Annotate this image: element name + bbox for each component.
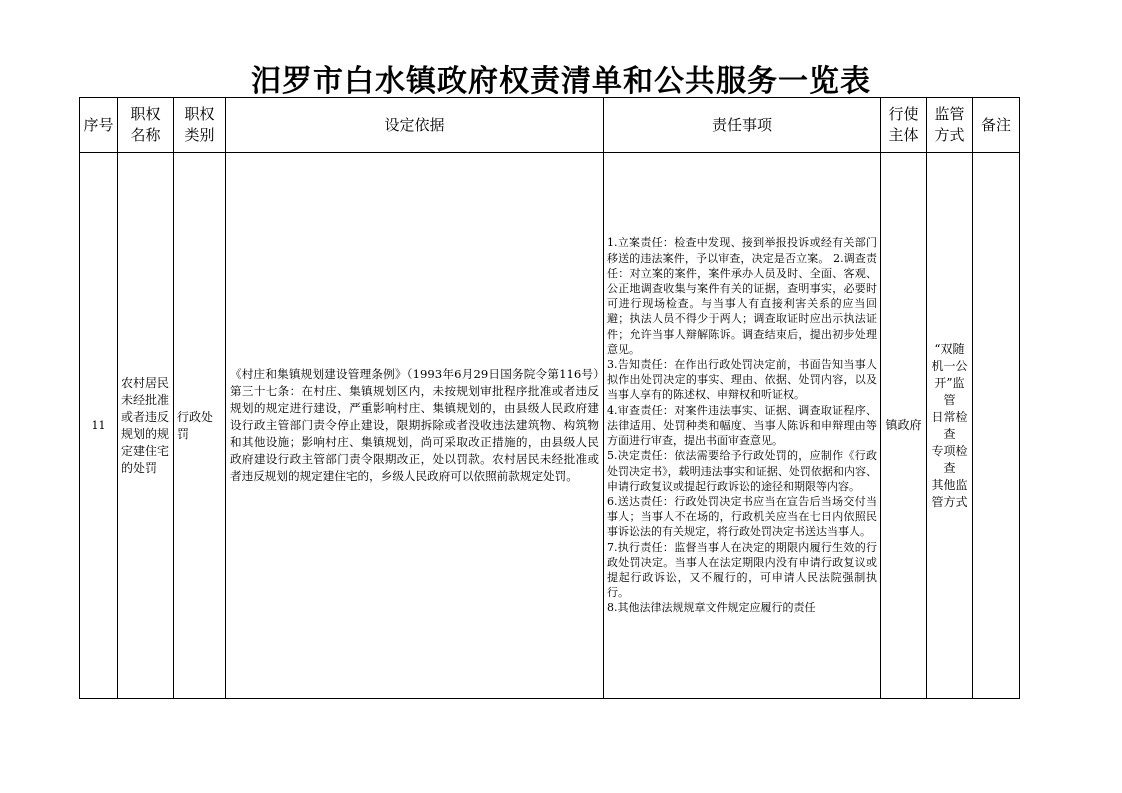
- header-subject: [881, 98, 927, 153]
- supervision-item: 专项检查: [931, 443, 968, 475]
- header-supervision: [927, 98, 973, 153]
- header-category-text: 职权类别: [184, 105, 215, 144]
- supervision-item: “双随机一公开”监管: [931, 341, 968, 407]
- cell-remark: [973, 153, 1020, 699]
- header-name-text: 职权名称: [130, 105, 161, 144]
- cell-name: 农村居民未经批准或者违反规划的规定建住宅的处罚: [118, 153, 174, 699]
- duty-item: 4.审查责任：对案件违法事实、证据、调查取证程序、法律适用、处罚种类和幅度、当事人陈诉和申辩理由等方面进行审查，提出书面审查意见。: [607, 403, 877, 448]
- header-basis: 设定依据: [226, 98, 604, 153]
- cell-basis: 《村庄和集镇规划建设管理条例》（1993年6月29日国务院令第116号）第三十七条：在村庄、集镇规划区内，未按规划审批程序批准或者违反规划的规定进行建设，严重影响村庄、集镇规划的，由县级人民政府建设行政主管部门责令停止建设，限期拆除或者没收违法建筑物、构筑物和其他设施；影响村庄、集镇规划，尚可采取改正措施的，由县级人民政府建设行政主管部门责令限期改正，处以罚款。农村居民未经批准或者违反规划的规定建住宅的，乡级人民政府可以依照前款规定处罚。: [226, 153, 604, 699]
- supervision-item: 其他监管方式: [931, 477, 968, 509]
- header-seq: 序号: [80, 98, 118, 153]
- header-remark: 备注: [973, 98, 1020, 153]
- header-duty: 责任事项: [604, 98, 881, 153]
- duty-item: 7.执行责任：监督当事人在决定的期限内履行生效的行政处罚决定。当事人在法定期限内没有申请行政复议或提起行政诉讼，又不履行的，可申请人民法院强制执行。: [607, 540, 877, 600]
- cell-subject: 镇政府: [881, 153, 927, 699]
- duty-item: 3.告知责任：在作出行政处罚决定前，书面告知当事人拟作出处罚决定的事实、理由、依据、处罚内容，以及当事人享有的陈述权、申辩权和听证权。: [607, 358, 877, 402]
- duty-item: 6.送达责任：行政处罚决定书应当在宣告后当场交付当事人；当事人不在场的，行政机关应当在七日内依照民事诉讼法的有关规定，将行政处罚决定书送达当事人。: [607, 494, 877, 539]
- header-category: [174, 98, 226, 153]
- duty-item: 8.其他法律法规规章文件规定应履行的责任: [607, 601, 816, 615]
- cell-category: 行政处罚: [174, 153, 226, 699]
- cell-supervision: [927, 153, 973, 699]
- table-row: [80, 153, 1020, 699]
- authority-table: [79, 97, 1020, 699]
- page-title: 汨罗市白水镇政府权责清单和公共服务一览表: [251, 64, 871, 99]
- supervision-item: 日常检查: [931, 409, 968, 441]
- table-header-row: [80, 98, 1020, 153]
- cell-duty: [604, 153, 881, 699]
- cell-seq: 11: [80, 153, 118, 699]
- header-name: [118, 98, 174, 153]
- duty-item: 1.立案责任：检查中发现、接到举报投诉或经有关部门移送的违法案件，予以审查，决定是否立案。 2.调查责任：对立案的案件，案件承办人员及时、全面、客观、公正地调查收集与案件有关的证据，查明事实，必要时可进行现场检查。与当事人有直接利害关系的应当回避；执法人员不得少于两人；调查取证时应出示执法证件；允许当事人辩解陈诉。调查结束后，提出初步处理意见。: [607, 236, 877, 356]
- duty-item: 5.决定责任：依法需要给予行政处罚的，应制作《行政处罚决定书》，载明违法事实和证据、处罚依据和内容、申请行政复议或提起行政诉讼的途径和期限等内容。: [607, 449, 877, 493]
- header-supervision-text: 监管方式: [934, 105, 965, 144]
- header-subject-text: 行使主体: [888, 105, 919, 144]
